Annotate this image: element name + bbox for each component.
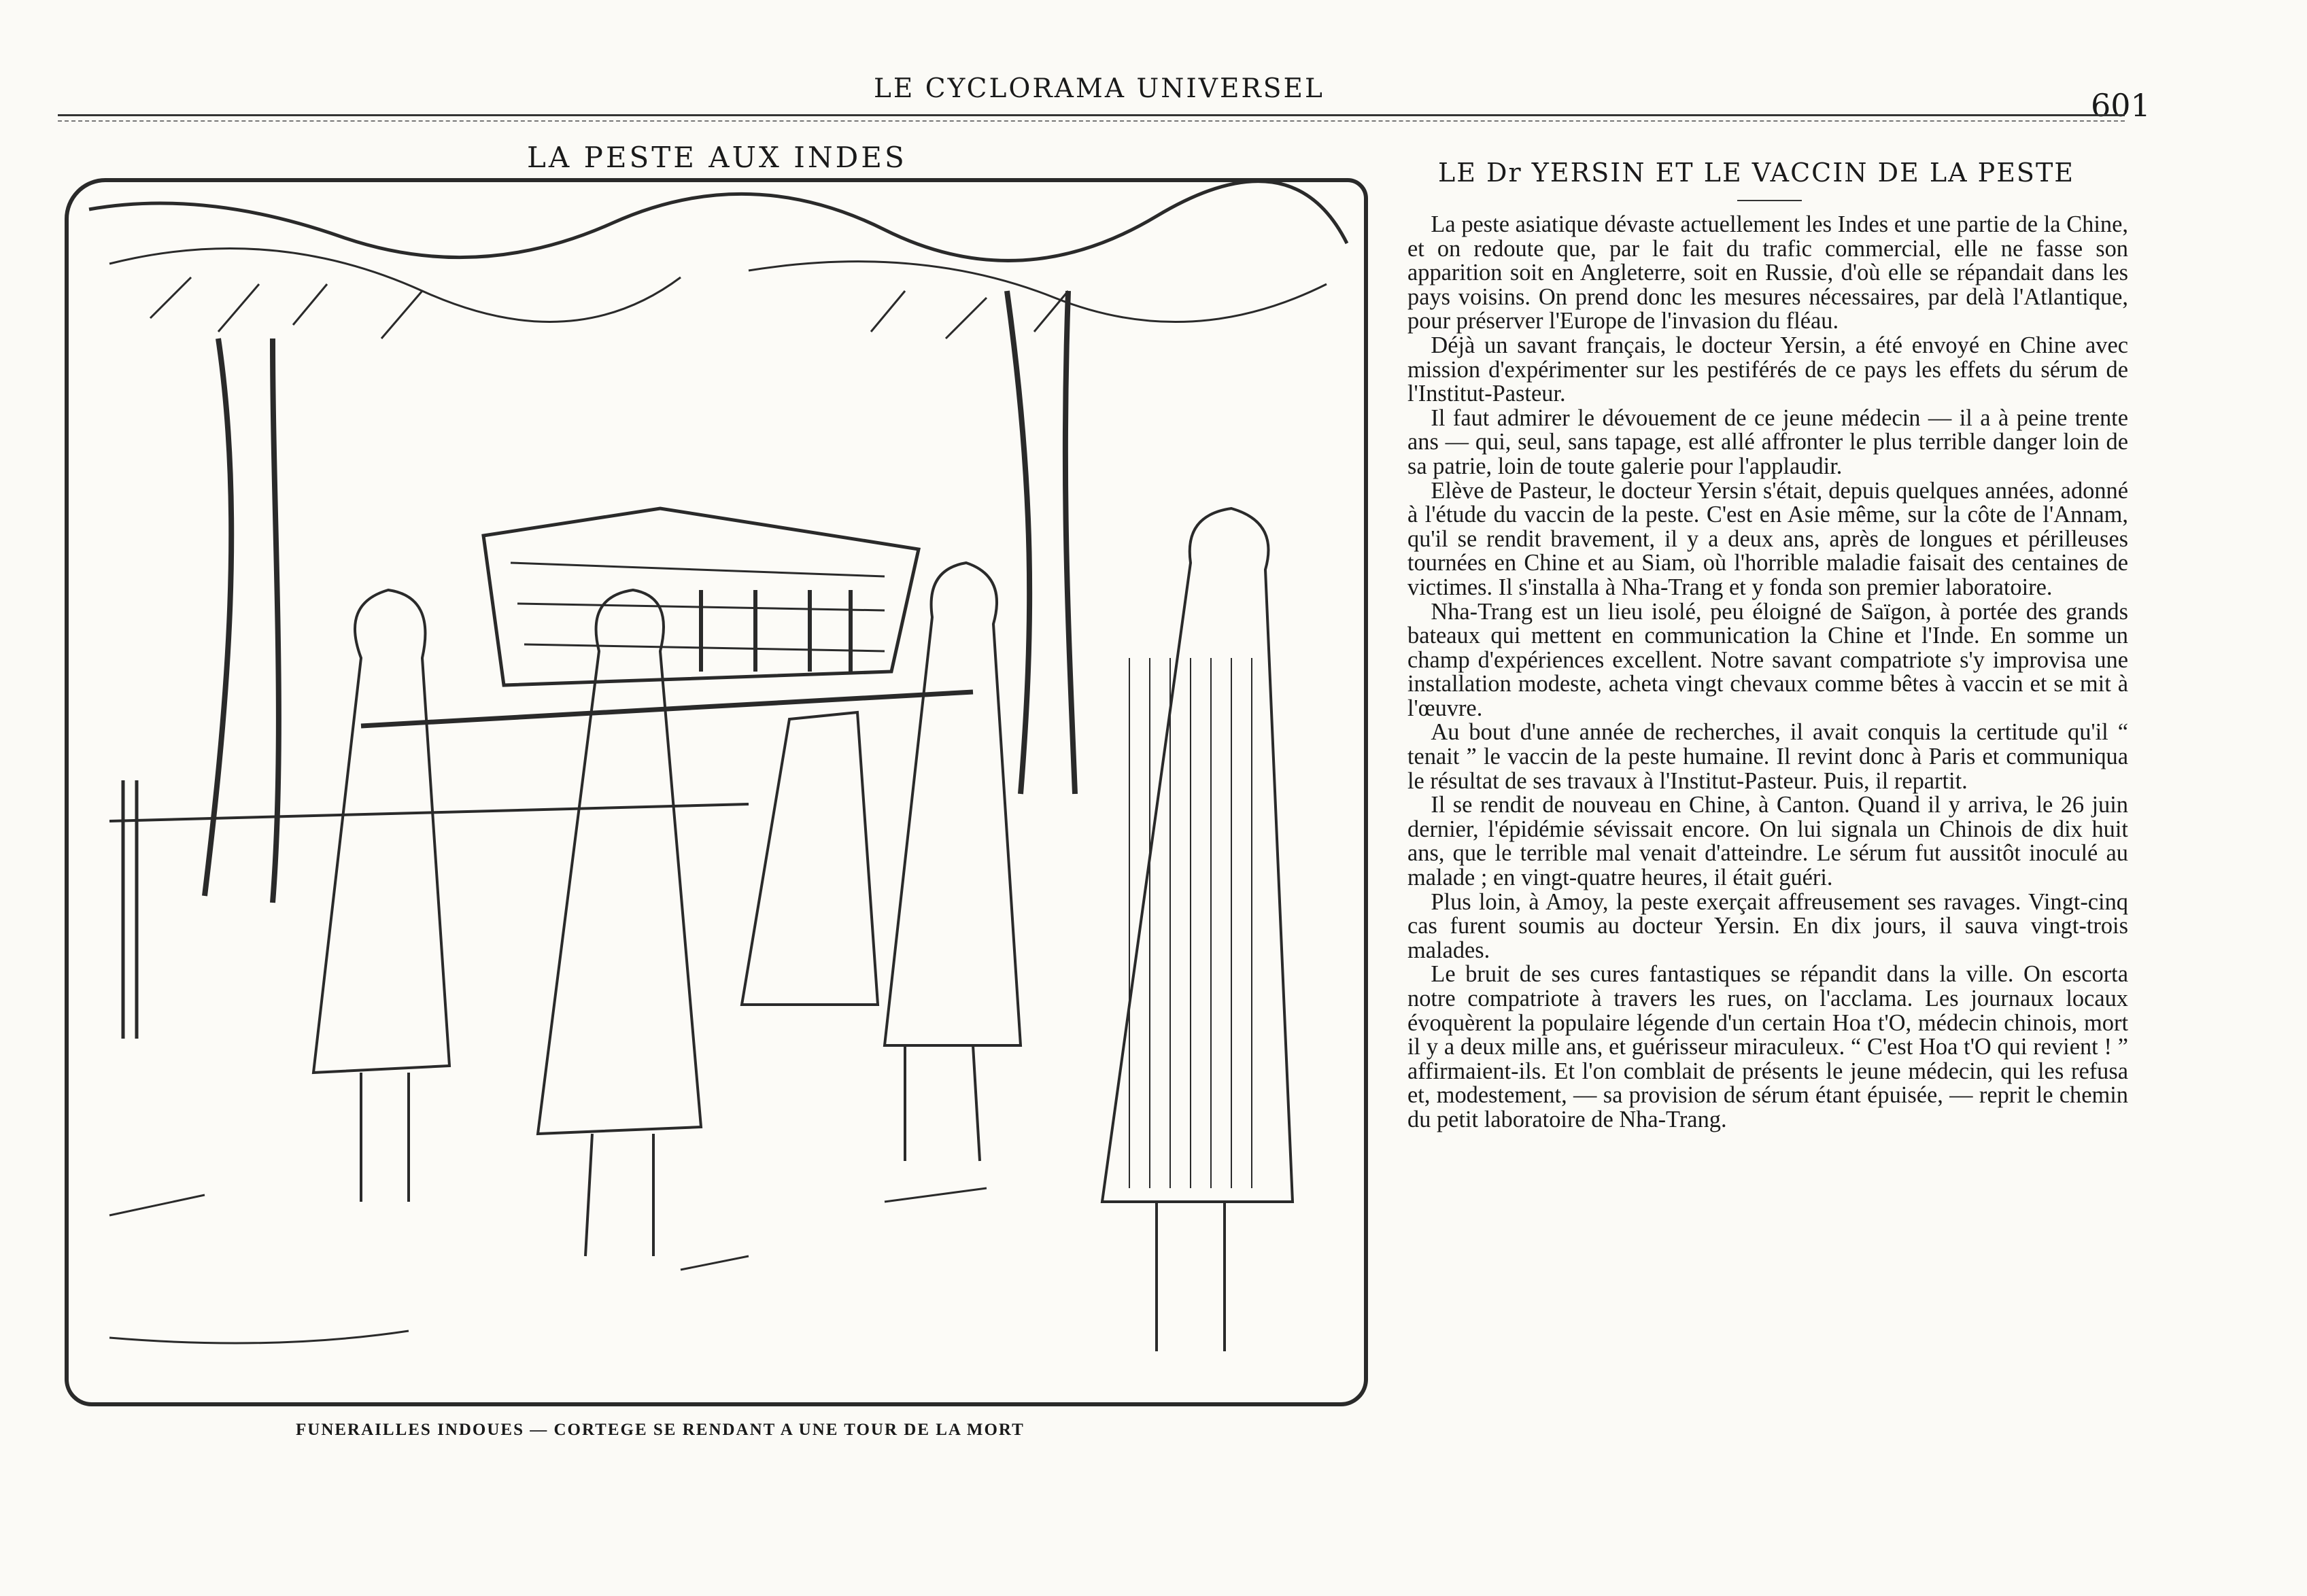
funeral-procession-engraving xyxy=(69,182,1364,1402)
paragraph: La peste asiatique dévaste actuellement les Indes et une partie de la Chine, et on redoute que, par le fait du trafic commercial, elle ne fasse son apparition soit en Angleterre, soit en Russie, d'où elle se répandait dans les pays voisins. On prend donc les mesures nécessaires, par delà l'Atlantique, pour préserver l'Europe de l'invasion du fléau. xyxy=(1407,211,2128,334)
title-rule xyxy=(1737,200,1802,201)
paragraph: Il se rendit de nouveau en Chine, à Canton. Quand il y arriva, le 26 juin dernier, l'épidémie sévissait encore. On lui signala un Chinois de dix huit ans, que le terrible mal venait d'atteindre. Le sérum fut aussitôt inoculé au malade ; en vingt-quatre heures, il était guéri. xyxy=(1407,792,2128,891)
paragraph: Déjà un savant français, le docteur Yersin, a été envoyé en Chine avec mission d'expérimenter sur les pestiférés de ce pays les effets du sérum de l'Institut-Pasteur. xyxy=(1407,332,2128,407)
paragraph: Elève de Pasteur, le docteur Yersin s'était, depuis quelques années, adonné à l'étude du vaccin de la peste. C'est en Asie même, sur la côte de l'Annam, qu'il se rendit bravement, il y a deux ans, après de longues et périlleuses tournées en Chine et au Siam, où l'horrible maladie faisait des centaines de victimes. Il s'installa à Nha-Trang et y fonda son premier laboratoire. xyxy=(1407,477,2128,600)
paragraph: Au bout d'une année de recherches, il avait conquis la certitude qu'il “ tenait ” le vaccin de la peste humaine. Il revint donc à Paris et communiqua le résultat de ses travaux à l'Institut-Pasteur. Puis, il repartit. xyxy=(1407,719,2128,794)
paragraph: Il faut admirer le dévouement de ce jeune médecin — il a à peine trente ans — qui, seul, sans tapage, est allé affronter le plus terrible danger loin de sa patrie, loin de toute galerie pour l'applaudir. xyxy=(1407,404,2128,479)
article-title: LE Dr YERSIN ET LE VACCIN DE LA PESTE xyxy=(1438,158,2075,188)
paragraph: Plus loin, à Amoy, la peste exerçait affreusement ses ravages. Vingt-cinq cas furent soumis au docteur Yersin. En dix jours, il sauva vingt-trois malades. xyxy=(1407,888,2128,963)
page-number: 601 xyxy=(2091,87,2151,124)
article-body xyxy=(1407,213,2128,1132)
illustration-frame xyxy=(65,178,1368,1406)
running-head: LE CYCLORAMA UNIVERSEL xyxy=(874,73,1325,104)
paragraph: Le bruit de ses cures fantastiques se répandit dans la ville. On escorta notre compatriote à travers les rues, on l'acclama. Les journaux locaux évoquèrent la populaire légende d'un certain Hoa t'O, médecin chinois, mort il y a deux mille ans, et guérisseur miraculeux. “ C'est Hoa t'O qui revient ! ” affirmaient-ils. Et l'on comblait de présents le jeune médecin, qui les refusa et, modestement, — sa provision de sérum étant épuisée, — reprit le chemin du petit laboratoire de Nha-Trang. xyxy=(1407,961,2128,1132)
paragraph: Nha-Trang est un lieu isolé, peu éloigné de Saïgon, à portée des grands bateaux qui mettent en communication la Chine et l'Inde. En somme un champ d'expériences excellent. Notre savant compatriote s'y improvisa une installation modeste, acheta vingt chevaux comme bêtes à vaccin et se mit à l'œuvre. xyxy=(1407,598,2128,721)
illustration-caption: FUNERAILLES INDOUES — CORTEGE SE RENDANT A UNE TOUR DE LA MORT xyxy=(296,1421,1025,1439)
illustration-title: LA PESTE AUX INDES xyxy=(527,141,907,174)
header-rule xyxy=(58,114,2125,122)
